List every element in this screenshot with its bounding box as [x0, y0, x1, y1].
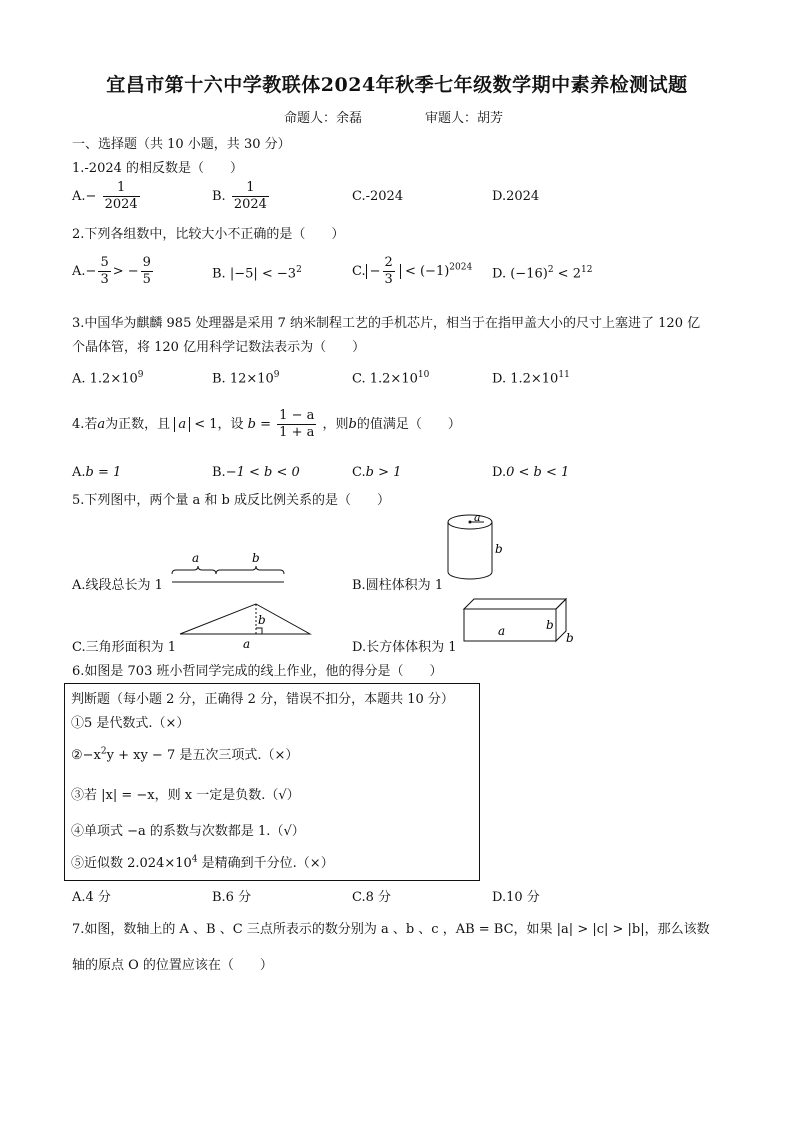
q3-option-a — [72, 370, 144, 386]
q3-stem-line1: 3.中国华为麒麟 985 处理器是采用 7 纳米制程工艺的手机芯片，相当于在指甲盖大小的尺寸上塞进了 120 亿 — [72, 316, 701, 331]
q4-var-b: b — [348, 417, 357, 432]
reviewer: 审题人：胡芳 — [425, 111, 504, 126]
q6-option-c: C.8 分 — [352, 890, 392, 905]
judgement-4: ④单项式 −a 的系数与次数都是 1.（√） — [71, 824, 305, 839]
q2-d-exp2: 12 — [580, 265, 593, 275]
q1-b-fraction — [232, 180, 269, 213]
q7-stem-line2: 轴的原点 O 的位置应该在（ ） — [72, 958, 273, 973]
q4-tail: 的值满足（ ） — [356, 417, 461, 432]
box-title: 判断题（每小题 2 分，正确得 2 分，错误不扣分，本题共 10 分） — [71, 692, 454, 707]
q2-a-mid: > − — [112, 264, 139, 279]
q6-option-d: D.10 分 — [492, 890, 540, 905]
cuboid-side — [556, 599, 566, 641]
q3-option-b — [212, 370, 280, 386]
j5-pre: ⑤近似数 2.024×10 — [71, 856, 192, 871]
q2-d-mid: < 2 — [553, 266, 581, 282]
q4-abs-a: a — [174, 417, 190, 432]
judgement-1: ①5 是代数式.（×） — [71, 716, 190, 731]
judgement-2 — [71, 744, 298, 763]
q2-d-exp1: 2 — [547, 265, 554, 275]
j5-post: 是精确到千分位.（×） — [197, 856, 334, 871]
q2-option-a: A.− $\frac{5}{3}$ > − $\frac{9}{5}$ — [72, 255, 151, 287]
q4-stem — [72, 408, 461, 441]
q2-c-mid: < (−1) — [404, 264, 450, 279]
j2-pre: ②−x — [71, 748, 101, 763]
q3-a-text: A. 1.2×10 — [72, 371, 138, 387]
q4-cond: < 1，设 — [194, 417, 244, 432]
q5-stem: 5.下列图中，两个量 a 和 b 成反比例关系的是（ ） — [72, 493, 391, 508]
q2-a-n2: 9 — [142, 255, 151, 270]
q1-stem: 1.-2024 的相反数是（ ） — [72, 161, 244, 176]
q4-num: 1 − a — [279, 408, 315, 423]
j2-post: y + xy − 7 是五次三项式.（×） — [106, 748, 299, 763]
q2-option-b — [212, 265, 302, 281]
q1-option-b — [212, 180, 271, 213]
q1-option-d: D.2024 — [492, 189, 540, 204]
cylinder-figure — [440, 512, 512, 584]
triangle-label-b: b — [258, 613, 266, 627]
q7-stem-line1: 7.如图，数轴上的 A 、B 、C 三点所表示的数分别为 a 、b 、c ，AB = BC，如果 |a| > |c| > |b|，那么该数 — [72, 922, 710, 937]
label-a: a — [192, 552, 200, 565]
q2-a-d2: 5 — [142, 272, 151, 287]
q4-option-a — [72, 465, 121, 480]
right-angle-mark — [256, 628, 262, 634]
cuboid-top — [464, 599, 566, 609]
homework-box — [64, 683, 480, 881]
q4-d-expr: 0 < b < 1 — [506, 465, 570, 480]
q2-c-frac — [383, 255, 395, 288]
triangle-label-a: a — [243, 637, 251, 651]
q3-d-text: D. 1.2×10 — [492, 371, 559, 387]
q5-option-b: B.圆柱体积为 1 — [352, 578, 444, 593]
q4-post: ，则 — [322, 417, 349, 432]
q4-b-eq: b = — [247, 417, 272, 432]
cuboid-label-a: a — [498, 624, 506, 638]
j5-exp: 4 — [191, 854, 198, 865]
cuboid-label-b-front: b — [546, 618, 554, 632]
center-dot — [469, 521, 472, 524]
q2-option-d — [492, 265, 592, 281]
q3-d-exp: 11 — [558, 370, 570, 380]
q6-option-a: A.4 分 — [72, 890, 111, 905]
q4-option-d — [492, 465, 569, 480]
cuboid-label-b-side: b — [566, 631, 574, 645]
q2-d-text: D. (−16) — [492, 266, 548, 282]
q1-b-num: 1 — [232, 180, 269, 197]
brace-a — [172, 566, 216, 574]
q3-b-exp: 9 — [273, 370, 280, 380]
q2-c-prefix: C. — [352, 264, 366, 279]
q2-b-text: B. |−5| < −3 — [212, 266, 297, 282]
segment-figure — [168, 552, 292, 588]
q4-a-expr: b = 1 — [85, 465, 122, 480]
q2-c-num: 2 — [384, 255, 393, 270]
q4-c-expr: b > 1 — [365, 465, 402, 480]
q2-a-d1: 3 — [100, 272, 109, 287]
q1-a-fraction — [103, 180, 140, 213]
q3-b-text: B. 12×10 — [212, 371, 274, 387]
q4-c-label: C. — [352, 465, 366, 480]
q1-a-sign: − — [85, 189, 97, 204]
q1-option-a — [72, 180, 142, 213]
q3-c-exp: 10 — [417, 370, 430, 380]
q4-mid1: 为正数，且 — [105, 417, 171, 432]
judgement-5 — [71, 852, 334, 871]
cylinder-bottom — [448, 572, 492, 579]
q6-option-b: B.6 分 — [212, 890, 252, 905]
judgement-3: ③若 |x| = −x，则 x 一定是负数.（√） — [71, 788, 300, 803]
q1-a-num: 1 — [103, 180, 140, 197]
setter: 命题人：余磊 — [284, 111, 363, 126]
q1-a-prefix: A. — [72, 189, 86, 204]
triangle-shape — [180, 604, 310, 634]
q4-b-label: B. — [212, 465, 226, 480]
label-height-b: b — [495, 542, 503, 556]
q4-var-a: a — [97, 417, 106, 432]
q2-a-frac2 — [141, 255, 153, 288]
q4-pre: 4.若 — [72, 417, 98, 432]
q3-option-c — [352, 370, 429, 386]
triangle-figure — [176, 600, 314, 652]
q5-option-a: A.线段总长为 1 — [72, 578, 163, 593]
q2-c-exp: 2024 — [449, 262, 473, 273]
cuboid-front — [464, 609, 556, 641]
q1-b-prefix: B. — [212, 189, 226, 204]
q2-b-exp: 2 — [296, 265, 302, 275]
label-b: b — [252, 552, 260, 565]
q1-option-c: C.-2024 — [352, 189, 404, 204]
q2-c-den: 3 — [384, 272, 393, 287]
q2-a-frac1 — [98, 255, 110, 288]
cuboid-figure — [462, 597, 580, 647]
q2-option-c — [352, 255, 472, 288]
q2-c-abs: − $\frac{2}{3}$ — [366, 264, 401, 279]
page-title: 宜昌市第十六中学教联体2024年秋季七年级数学期中素养检测试题 — [106, 74, 688, 96]
q2-stem: 2.下列各组数中，比较大小不正确的是（ ） — [72, 227, 345, 242]
brace-b — [216, 566, 284, 574]
q1-b-den: 2024 — [233, 197, 267, 212]
q2-a-n1: 5 — [100, 255, 109, 270]
q3-a-exp: 9 — [137, 370, 144, 380]
section-heading: 一、选择题（共 10 小题，共 30 分） — [72, 137, 291, 152]
q5-option-d: D.长方体体积为 1 — [352, 640, 457, 655]
q4-fraction — [277, 408, 316, 441]
q3-stem-line2: 个晶体管，将 120 亿用科学记数法表示为（ ） — [72, 340, 366, 355]
q5-option-c: C.三角形面积为 1 — [72, 640, 177, 655]
j2-exp: 2 — [100, 746, 107, 757]
label-radius-a: a — [474, 512, 481, 524]
q4-d-label: D. — [492, 465, 507, 480]
q3-option-d — [492, 370, 570, 386]
q4-option-c — [352, 465, 401, 480]
q6-stem: 6.如图是 703 班小哲同学完成的线上作业，他的得分是（ ） — [72, 664, 443, 679]
q4-option-b — [212, 465, 300, 480]
q2-a-prefix: A. — [72, 264, 86, 279]
q3-c-text: C. 1.2×10 — [352, 371, 418, 387]
q4-den: 1 + a — [279, 425, 315, 440]
q4-b-expr: −1 < b < 0 — [225, 465, 300, 480]
q4-a-label: A. — [72, 465, 86, 480]
q1-a-den: 2024 — [104, 197, 138, 212]
